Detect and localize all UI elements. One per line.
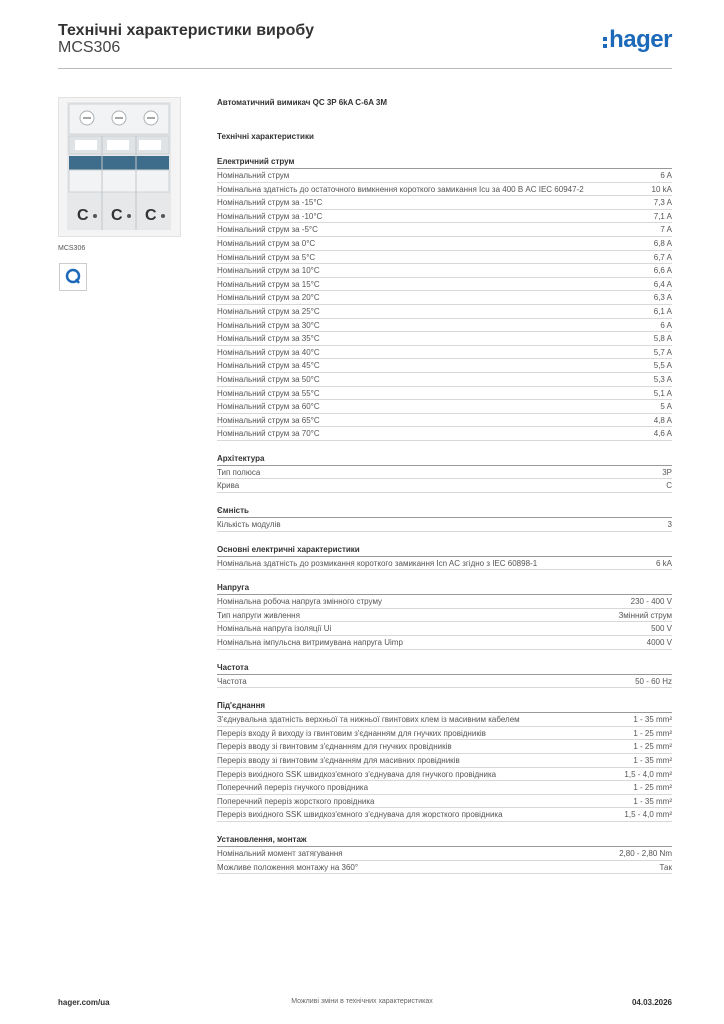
spec-label: Номінальний струм xyxy=(217,171,290,180)
spec-value: 1 - 25 mm² xyxy=(633,742,672,752)
hager-logo xyxy=(603,28,672,52)
spec-label: Крива xyxy=(217,481,240,491)
spec-value: 50 - 60 Hz xyxy=(635,676,672,686)
page-title: Технічні характеристики виробу xyxy=(58,22,314,39)
spec-label: Номінальний струм за 5°C xyxy=(217,252,316,262)
specification-content xyxy=(217,96,672,874)
spec-label: Номінальний струм за 10°C xyxy=(217,266,320,276)
spec-section xyxy=(217,661,672,689)
spec-value: 1 - 25 mm² xyxy=(633,783,672,793)
spec-value: 6,6 A xyxy=(653,266,672,276)
spec-row xyxy=(217,387,672,401)
spec-row xyxy=(217,332,672,346)
spec-row xyxy=(217,400,672,414)
spec-label: Поперечний переріз гнучкого провідника xyxy=(217,783,369,793)
spec-row xyxy=(217,622,672,636)
footer-website: hager.com/ua xyxy=(58,998,110,1007)
section-title: Під'єднання xyxy=(217,699,672,713)
spec-label: Номінальний струм за 60°C xyxy=(217,402,320,412)
spec-row xyxy=(217,727,672,741)
spec-label: Переріз вихідного SSK швидкоз'ємного з'єднувача для гнучкого провідника xyxy=(217,769,497,779)
spec-row xyxy=(217,557,672,571)
spec-value: 2,80 - 2,80 Nm xyxy=(619,848,672,858)
spec-label: Переріз вводу зі гвинтовим з'єднанням для гнучких провідників xyxy=(217,742,452,752)
spec-value: 1,5 - 4,0 mm² xyxy=(624,810,672,820)
spec-section xyxy=(217,833,672,874)
spec-label: Номінальна здатність до розмикання короткого замикання Icn AC згідно з IEC 60898-1 xyxy=(217,558,538,568)
section-title: Основні електричні характеристики xyxy=(217,543,672,557)
spec-section xyxy=(217,155,672,441)
svg-text:C: C xyxy=(145,207,157,224)
spec-section xyxy=(217,699,672,822)
spec-label: Номінальний струм за 20°C xyxy=(217,293,320,303)
header-divider xyxy=(58,68,672,69)
spec-value: 6 kA xyxy=(655,558,672,568)
spec-label: Номінальний струм за 0°C xyxy=(217,238,316,248)
spec-value: 6,8 A xyxy=(653,238,672,248)
spec-row xyxy=(217,196,672,210)
spec-value: 6,7 A xyxy=(653,252,672,262)
spec-row xyxy=(217,278,672,292)
product-image xyxy=(58,97,181,237)
spec-row xyxy=(217,636,672,650)
spec-value: 7 A xyxy=(660,225,672,235)
section-title: Напруга xyxy=(217,581,672,595)
spec-row xyxy=(217,861,672,875)
spec-value: 7,3 A xyxy=(653,198,672,208)
spec-label: Переріз вводу зі гвинтовим з'єднанням для масивних провідників xyxy=(217,756,460,765)
spec-value: 1 - 25 mm² xyxy=(633,728,672,738)
spec-label: Номінальний струм за -5°C xyxy=(217,225,318,235)
spec-row xyxy=(217,291,672,305)
spec-row xyxy=(217,847,672,861)
spec-label: Номінальний струм за -10°C xyxy=(217,211,323,221)
spec-label: Номінальна робоча напруга змінного струму xyxy=(217,597,383,607)
spec-value: 6 A xyxy=(660,320,672,330)
spec-row xyxy=(217,768,672,782)
spec-row xyxy=(217,210,672,224)
spec-value: 4000 V xyxy=(646,638,672,648)
spec-row xyxy=(217,808,672,822)
spec-label: Номінальний струм за 65°C xyxy=(217,415,320,425)
product-caption: MCS306 xyxy=(58,245,86,252)
spec-row xyxy=(217,479,672,493)
spec-value: 6,1 A xyxy=(653,306,672,316)
spec-row xyxy=(217,183,672,197)
spec-heading: Технічні характеристики xyxy=(217,132,314,141)
spec-row xyxy=(217,346,672,360)
spec-label: Номінальний струм за 70°C xyxy=(217,429,320,439)
spec-label: Номінальний струм за 50°C xyxy=(217,374,320,384)
spec-label: Номінальна імпульсна витримувана напруга Uimp xyxy=(217,638,403,648)
spec-row xyxy=(217,466,672,480)
spec-value: 1,5 - 4,0 mm² xyxy=(624,769,672,779)
section-title: Архітектура xyxy=(217,452,672,466)
spec-value: 1 - 35 mm² xyxy=(633,796,672,806)
spec-row xyxy=(217,359,672,373)
spec-row xyxy=(217,223,672,237)
spec-row xyxy=(217,675,672,689)
spec-value: 3P xyxy=(662,467,672,477)
spec-label: Поперечний переріз жорсткого провідника xyxy=(217,796,375,806)
spec-row xyxy=(217,305,672,319)
spec-value: 3 xyxy=(667,520,672,530)
spec-row xyxy=(217,319,672,333)
spec-label: Номінальна здатність до остаточного вимкнення короткого замикання Icu за 400 В AC IEC 60947-2 xyxy=(217,184,584,194)
spec-value: 5,8 A xyxy=(653,334,672,344)
spec-row xyxy=(217,795,672,809)
spec-value: C xyxy=(666,481,672,491)
logo-text: hager xyxy=(609,26,672,53)
spec-row xyxy=(217,595,672,609)
spec-row xyxy=(217,427,672,441)
spec-row xyxy=(217,518,672,532)
quality-mark-icon xyxy=(59,263,87,291)
footer-disclaimer: Можливі зміни в технічних характеристиках xyxy=(291,998,433,1005)
spec-value: 5,1 A xyxy=(653,388,672,398)
spec-row xyxy=(217,264,672,278)
spec-label: Кількість модулів xyxy=(217,520,281,530)
spec-value: 1 - 35 mm² xyxy=(633,715,672,725)
spec-row xyxy=(217,754,672,768)
spec-label: Номінальний струм за 45°C xyxy=(217,361,320,371)
spec-value: 6 A xyxy=(660,171,672,180)
spec-sections xyxy=(217,155,672,874)
spec-label: Переріз входу й виходу із гвинтовим з'єднанням для гнучких провідників xyxy=(217,728,486,738)
spec-label: Можливе положення монтажу на 360° xyxy=(217,862,359,872)
spec-value: 5 A xyxy=(660,402,672,412)
spec-label: Номінальний струм за 40°C xyxy=(217,347,320,357)
spec-label: Номінальний момент затягування xyxy=(217,848,343,858)
spec-value: 230 - 400 V xyxy=(630,597,672,607)
spec-row xyxy=(217,713,672,727)
spec-value: 1 - 35 mm² xyxy=(633,756,672,765)
product-name: Автоматичний вимикач QC 3P 6kA C-6A 3M xyxy=(217,98,388,107)
spec-row xyxy=(217,740,672,754)
spec-row xyxy=(217,373,672,387)
section-title: Установлення, монтаж xyxy=(217,833,672,847)
spec-row xyxy=(217,781,672,795)
spec-label: Номінальна напруга ізоляції Ui xyxy=(217,624,332,634)
spec-label: Номінальний струм за 15°C xyxy=(217,279,320,289)
spec-row xyxy=(217,609,672,623)
spec-row xyxy=(217,237,672,251)
svg-text:C: C xyxy=(77,207,89,224)
spec-label: Номінальний струм за 55°C xyxy=(217,388,320,398)
section-title: Електричний струм xyxy=(217,155,672,169)
spec-value: 7,1 A xyxy=(653,211,672,221)
spec-section xyxy=(217,581,672,649)
section-title: Частота xyxy=(217,661,672,675)
spec-row xyxy=(217,414,672,428)
product-code: MCS306 xyxy=(58,39,121,56)
spec-section xyxy=(217,452,672,493)
spec-value: Змінний струм xyxy=(618,610,672,620)
spec-value: 4,8 A xyxy=(653,415,672,425)
svg-text:C: C xyxy=(111,207,123,224)
spec-value: 6,4 A xyxy=(653,279,672,289)
spec-value: 5,3 A xyxy=(653,374,672,384)
spec-label: Номінальний струм за -15°C xyxy=(217,198,323,208)
spec-label: Частота xyxy=(217,676,247,686)
spec-label: Переріз вихідного SSK швидкоз'ємного з'єднувача для жорсткого провідника xyxy=(217,810,503,820)
spec-row xyxy=(217,169,672,183)
spec-label: Тип напруги живлення xyxy=(217,610,300,620)
spec-value: 6,3 A xyxy=(653,293,672,303)
spec-value: 5,7 A xyxy=(653,347,672,357)
spec-section xyxy=(217,504,672,532)
spec-section xyxy=(217,543,672,571)
spec-value: 4,6 A xyxy=(653,429,672,439)
spec-label: З'єднувальна здатність верхньої та нижньої гвинтових клем із масивним кабелем xyxy=(217,715,520,725)
spec-row xyxy=(217,251,672,265)
spec-label: Номінальний струм за 35°C xyxy=(217,334,320,344)
spec-value: Так xyxy=(659,862,672,872)
spec-label: Тип полюса xyxy=(217,467,261,477)
spec-value: 10 kA xyxy=(651,184,672,194)
spec-label: Номінальний струм за 30°C xyxy=(217,320,320,330)
footer-date: 04.03.2026 xyxy=(631,998,672,1007)
spec-value: 5,5 A xyxy=(653,361,672,371)
spec-label: Номінальний струм за 25°C xyxy=(217,306,320,316)
section-title: Ємність xyxy=(217,504,672,518)
spec-value: 500 V xyxy=(651,624,672,634)
